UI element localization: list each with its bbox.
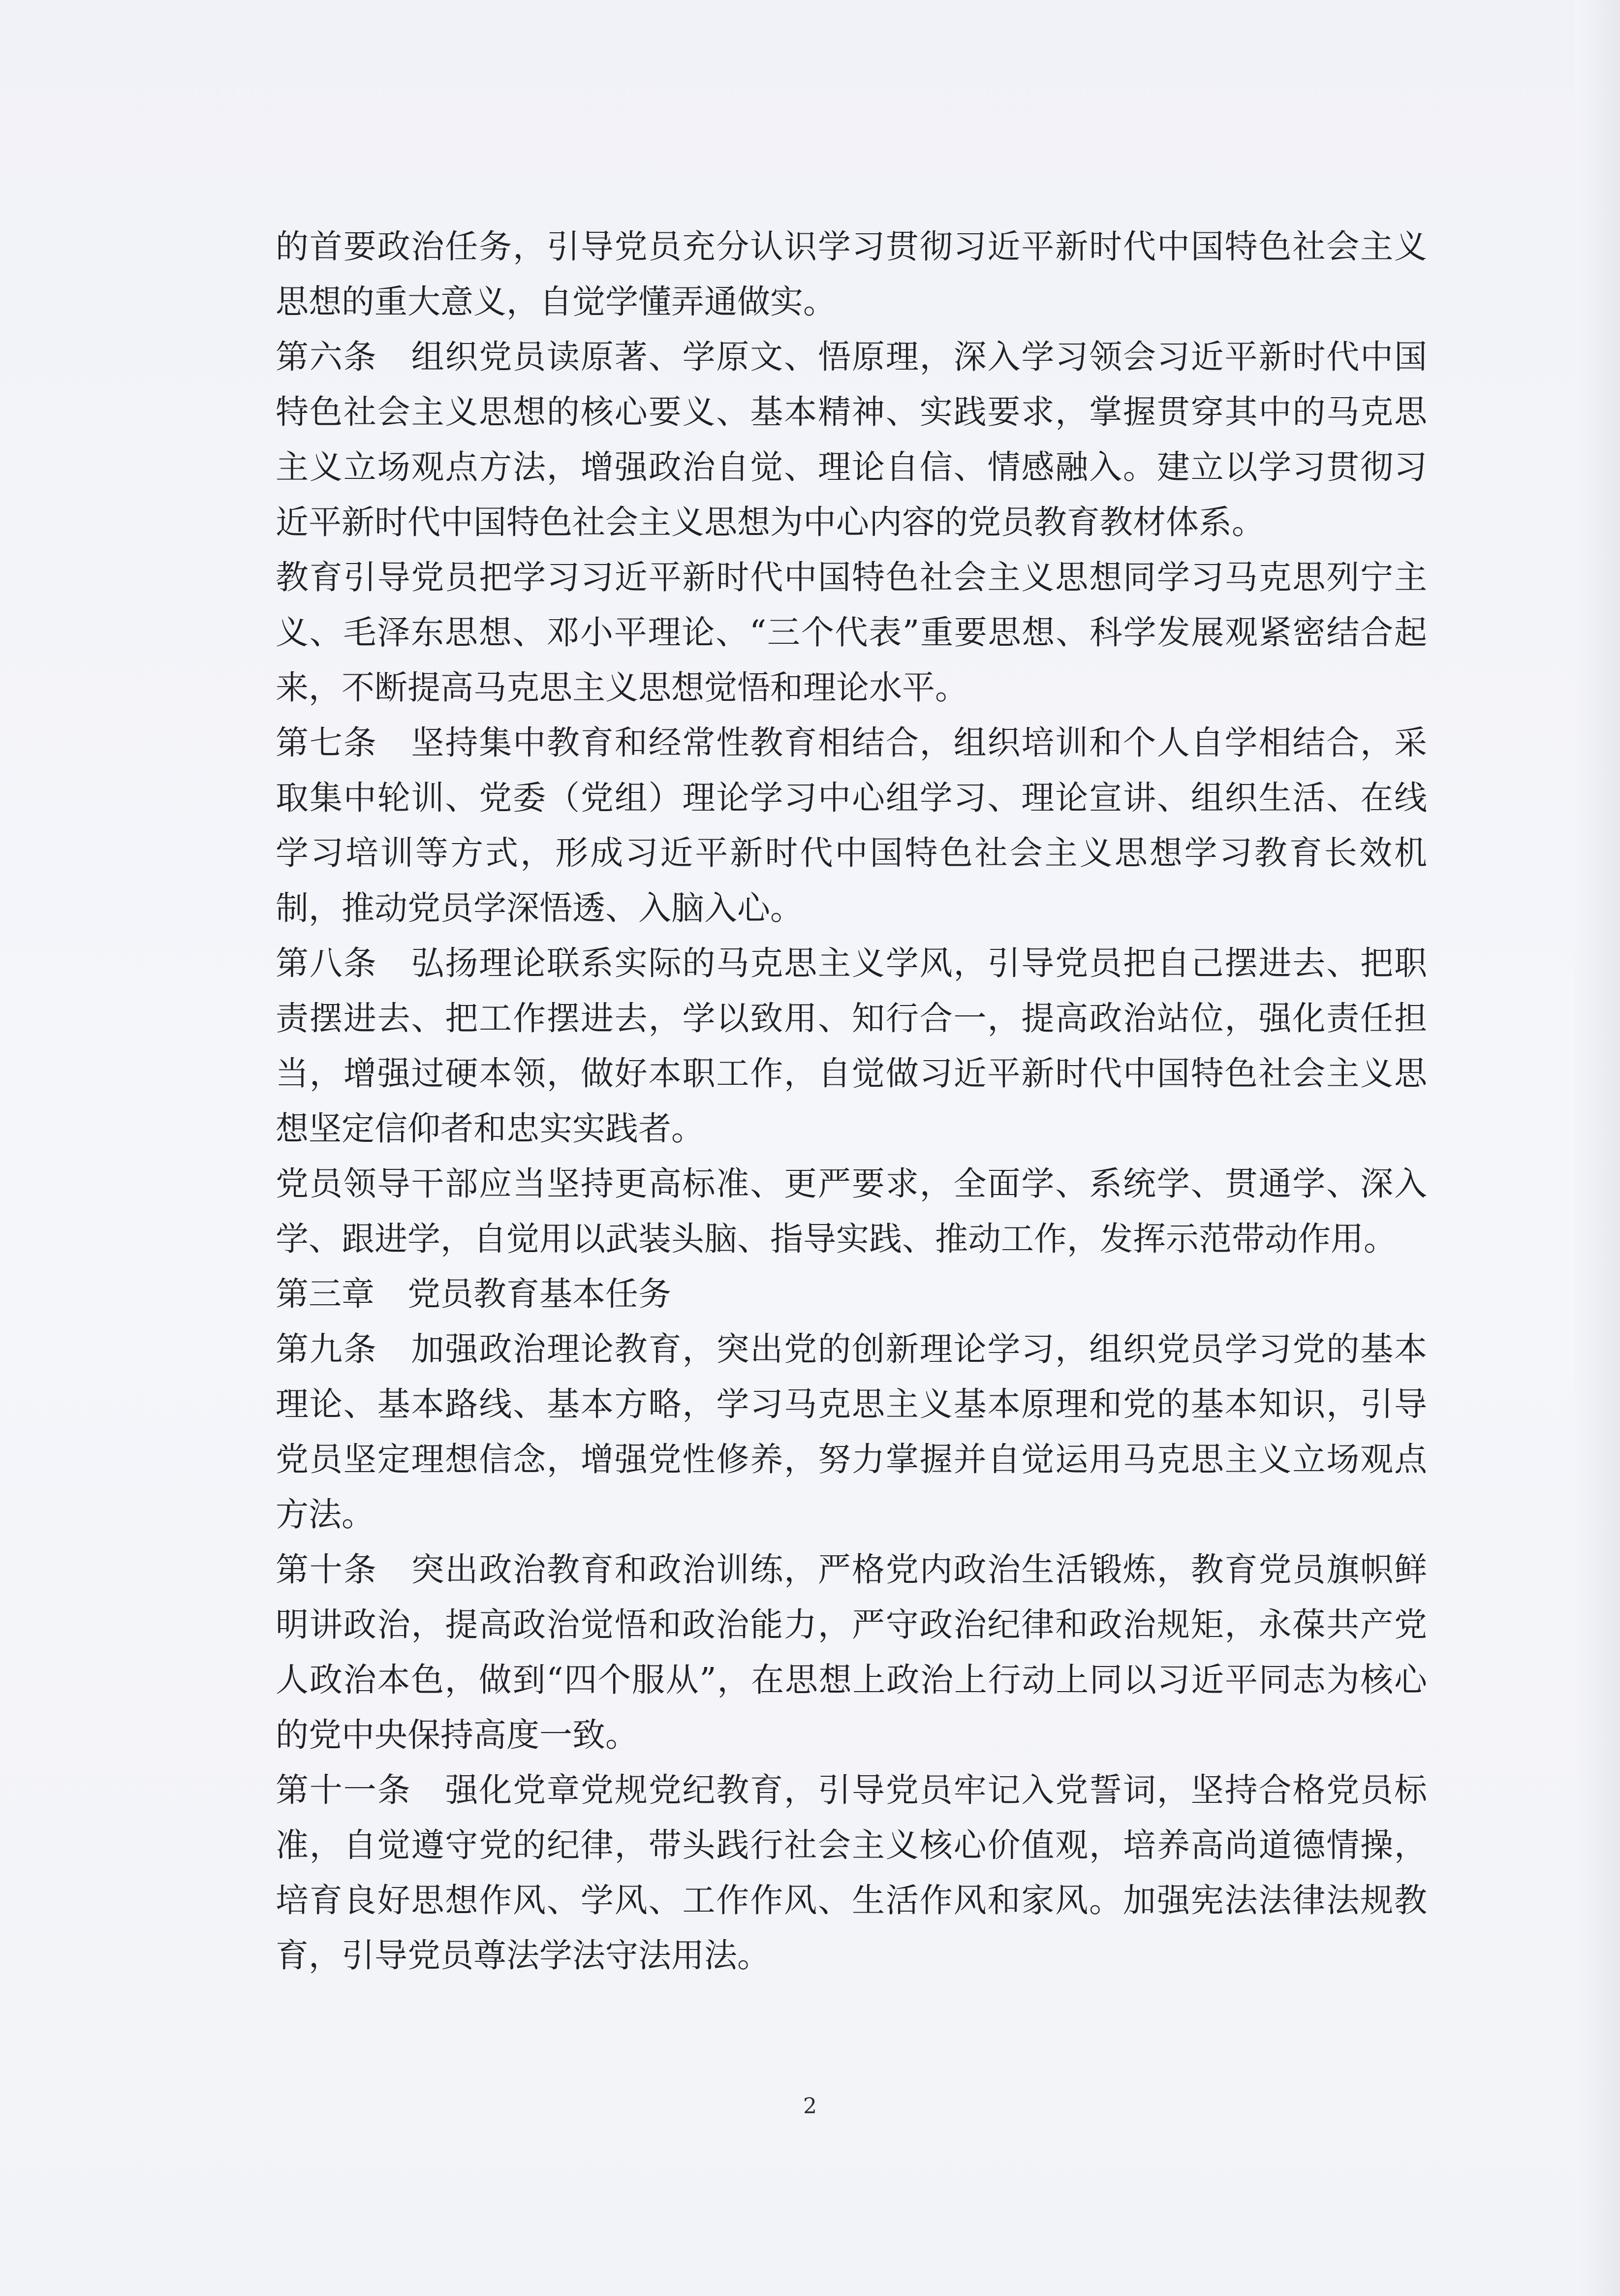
page-number: 2: [803, 2094, 817, 2119]
document-body: [276, 219, 1427, 1983]
scan-edge-shadow: [1575, 0, 1620, 2296]
chapter-3-heading: 第三章 党员教育基本任务: [276, 1275, 671, 1313]
article-11: 第十一条 强化党章党规党纪教育，引导党员牢记入党誓词，坚持合格党员标准，自觉遵守党的纪律，带头践行社会主义核心价值观，培养高尚道德情操，培育良好思想作风、学风、工作作风、生活作风和家风。加强宪法法律法规教育，引导党员尊法学法守法用法。: [276, 1771, 1427, 1975]
article-8: 第八条 弘扬理论联系实际的马克思主义学风，引导党员把自己摆进去、把职责摆进去、把工作摆进去，学以致用、知行合一，提高政治站位，强化责任担当，增强过硬本领，做好本职工作，自觉做习近平新时代中国特色社会主义思想坚定信仰者和忠实实践者。: [276, 944, 1427, 1148]
article-10: 第十条 突出政治教育和政治训练，严格党内政治生活锻炼，教育党员旗帜鲜明讲政治，提高政治觉悟和政治能力，严守政治纪律和政治规矩，永葆共产党人政治本色，做到“四个服从”，在思想上政治上行动上同以习近平同志为核心的党中央保持高度一致。: [276, 1550, 1427, 1754]
paragraph-continuation: 的首要政治任务，引导党员充分认识学习贯彻习近平新时代中国特色社会主义思想的重大意义，自觉学懂弄通做实。: [276, 227, 1427, 321]
article-6: 第六条 组织党员读原著、学原文、悟原理，深入学习领会习近平新时代中国特色社会主义思想的核心要义、基本精神、实践要求，掌握贯穿其中的马克思主义立场观点方法，增强政治自觉、理论自信、情感融入。建立以学习贯彻习近平新时代中国特色社会主义思想为中心内容的党员教育教材体系。: [276, 338, 1427, 541]
article-6-paragraph-2: 教育引导党员把学习习近平新时代中国特色社会主义思想同学习马克思列宁主义、毛泽东思想、邓小平理论、“三个代表”重要思想、科学发展观紧密结合起来，不断提高马克思主义思想觉悟和理论水平。: [276, 558, 1427, 707]
article-9: 第九条 加强政治理论教育，突出党的创新理论学习，组织党员学习党的基本理论、基本路线、基本方略，学习马克思主义基本原理和党的基本知识，引导党员坚定理想信念，增强党性修养，努力掌握并自觉运用马克思主义立场观点方法。: [276, 1330, 1427, 1534]
article-8-paragraph-2: 党员领导干部应当坚持更高标准、更严要求，全面学、系统学、贯通学、深入学、跟进学，自觉用以武装头脑、指导实践、推动工作，发挥示范带动作用。: [276, 1164, 1427, 1258]
article-7: 第七条 坚持集中教育和经常性教育相结合，组织培训和个人自学相结合，采取集中轮训、党委（党组）理论学习中心组学习、理论宣讲、组织生活、在线学习培训等方式，形成习近平新时代中国特色社会主义思想学习教育长效机制，推动党员学深悟透、入脑入心。: [276, 723, 1427, 927]
